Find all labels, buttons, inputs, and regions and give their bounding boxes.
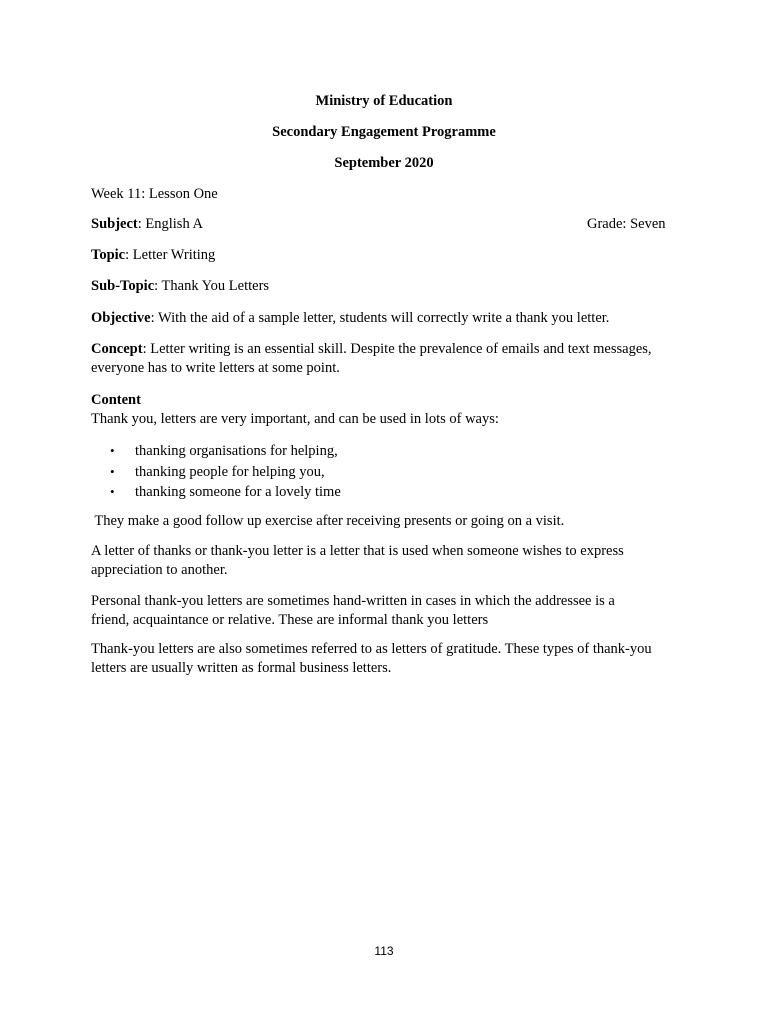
objective-label: Objective	[91, 310, 151, 326]
paragraph-definition-line-2: appreciation to another.	[91, 562, 228, 578]
subtopic-label: Sub-Topic	[91, 278, 155, 294]
paragraph-personal-line-1: Personal thank-you letters are sometimes hand-written in cases in which the addressee is a	[91, 593, 615, 609]
objective-line	[91, 309, 711, 328]
paragraph-follow-up: They make a good follow up exercise after receiving presents or going on a visit.	[91, 513, 565, 529]
subtopic-value: : Thank You Letters	[154, 278, 270, 294]
list-item	[110, 462, 325, 482]
list-item	[110, 441, 338, 461]
list-item-text: thanking people for helping you,	[135, 464, 325, 480]
topic-line	[91, 246, 691, 265]
topic-label: Topic	[91, 247, 126, 263]
objective-value: : With the aid of a sample letter, students will correctly write a thank you letter.	[150, 310, 610, 326]
concept-label: Concept	[91, 341, 143, 357]
subject-value: : English A	[137, 216, 203, 232]
bullet-icon: •	[110, 443, 115, 458]
list-item	[110, 482, 341, 502]
concept-value: : Letter writing is an essential skill. Despite the prevalence of emails and text messages,	[142, 341, 652, 357]
concept-line-2: everyone has to write letters at some point.	[91, 360, 340, 376]
concept-line-1	[91, 340, 711, 359]
list-item-text: thanking someone for a lovely time	[135, 484, 341, 500]
lesson-line: Week 11: Lesson One	[91, 186, 218, 202]
subtopic-line	[91, 277, 691, 296]
ministry-heading: Ministry of Education	[315, 93, 453, 109]
paragraph-definition-line-1: A letter of thanks or thank-you letter is a letter that is used when someone wishes to express	[91, 543, 624, 559]
paragraph-gratitude-line-2: letters are usually written as formal business letters.	[91, 660, 392, 676]
programme-heading: Secondary Engagement Programme	[272, 124, 496, 140]
topic-value: : Letter Writing	[125, 247, 216, 263]
subject-label: Subject	[91, 216, 138, 232]
content-heading: Content	[91, 392, 141, 408]
grade-line: Grade: Seven	[587, 216, 666, 232]
date-heading: September 2020	[334, 155, 434, 171]
content-intro: Thank you, letters are very important, and can be used in lots of ways:	[91, 411, 499, 427]
page-number: 113	[374, 944, 394, 958]
paragraph-gratitude-line-1: Thank-you letters are also sometimes referred to as letters of gratitude. These types of thank-you	[91, 641, 652, 657]
bullet-icon: •	[110, 464, 115, 479]
paragraph-personal-line-2: friend, acquaintance or relative. These are informal thank you letters	[91, 612, 489, 628]
list-item-text: thanking organisations for helping,	[135, 443, 338, 459]
bullet-icon: •	[110, 484, 115, 499]
